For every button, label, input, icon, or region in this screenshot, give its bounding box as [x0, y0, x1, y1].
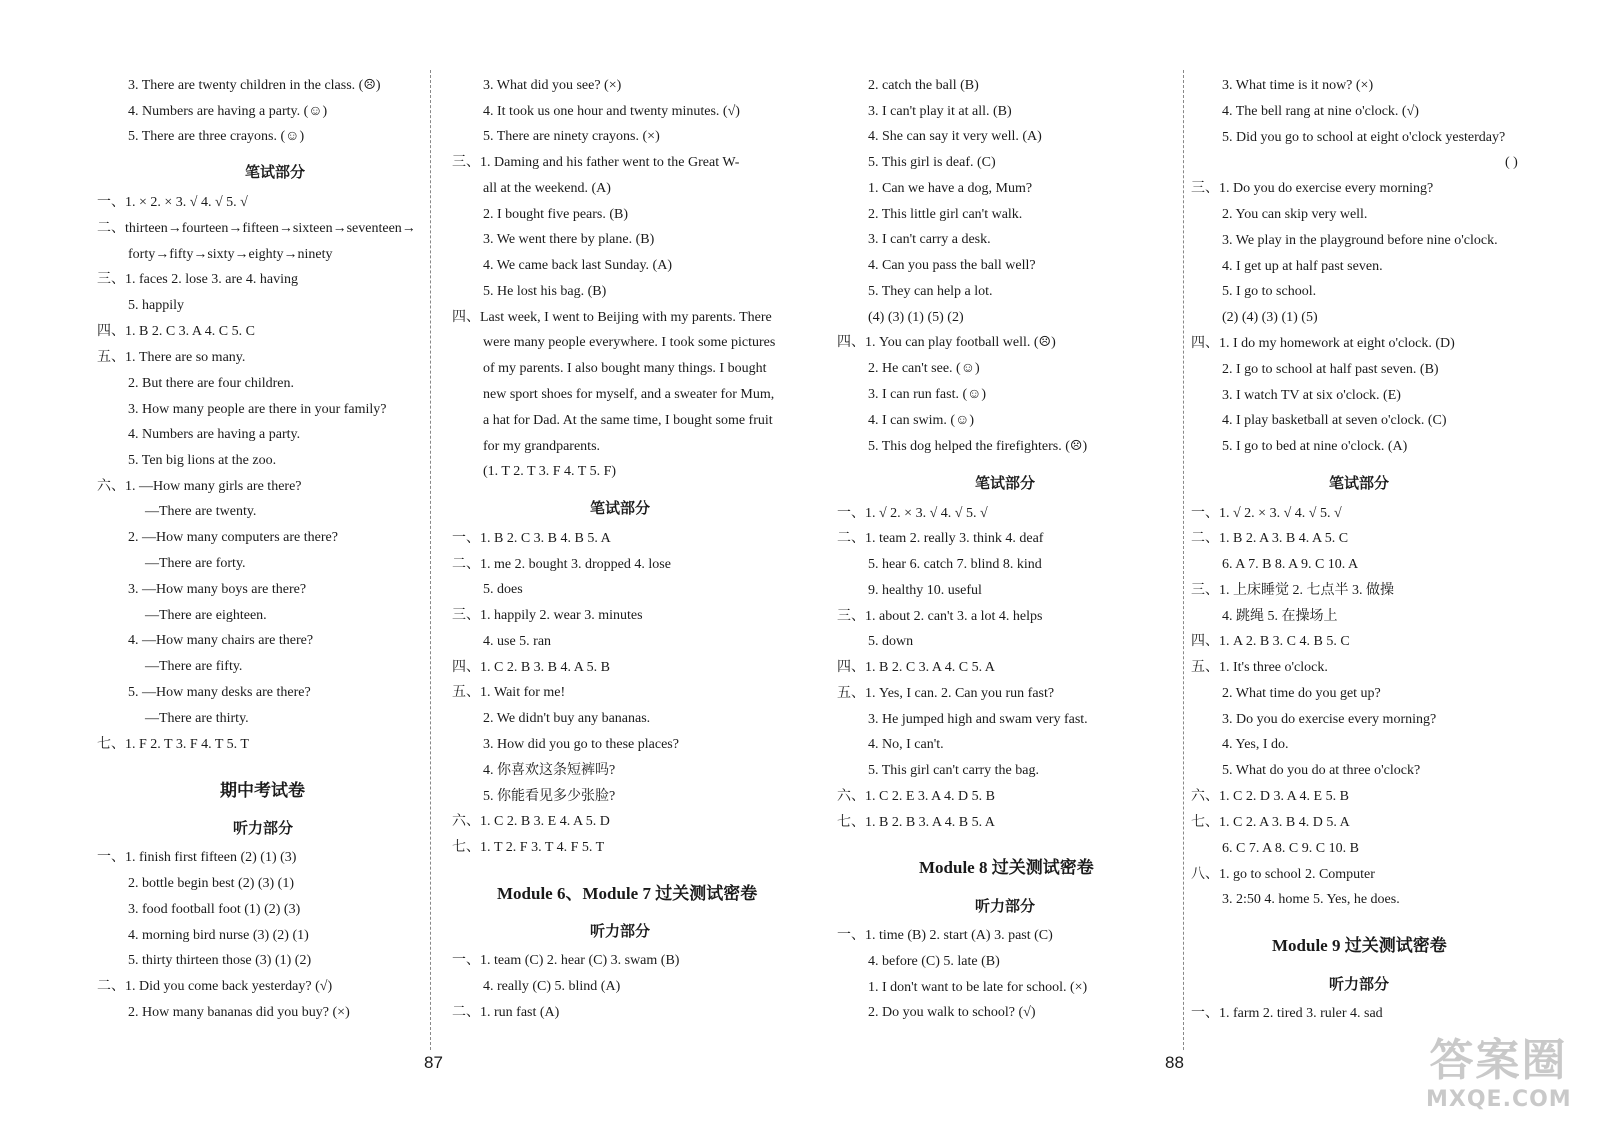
answer-line: 2. This little girl can't walk. [868, 207, 1023, 222]
answer-line: 3. What did you see? (×) [483, 78, 622, 93]
answer-line: 2. catch the ball (B) [868, 78, 979, 93]
answer-line: 2. We didn't buy any bananas. [483, 711, 651, 726]
section-heading: 听力部分 [590, 924, 651, 940]
answer-line: new sport shoes for myself, and a sweater for Mum, [483, 387, 775, 402]
answer-line: 5. Did you go to school at eight o'clock yesterday? [1222, 130, 1506, 145]
section-heading: 笔试部分 [590, 501, 651, 517]
answer-line: 四、1. A 2. B 3. C 4. B 5. C [1191, 634, 1350, 649]
answer-line: 三、1. Do you do exercise every morning? [1191, 181, 1434, 196]
answer-line: 4. I play basketball at seven o'clock. (C) [1222, 413, 1447, 428]
answer-line: 4. really (C) 5. blind (A) [483, 979, 621, 994]
answer-line: a hat for Dad. At the same time, I bought some fruit [483, 413, 773, 428]
answer-line: 五、1. It's three o'clock. [1191, 660, 1328, 675]
section-heading: 笔试部分 [1329, 476, 1390, 492]
answer-line: 二、thirteen→fourteen→fifteen→sixteen→seventeen→ [97, 221, 416, 236]
answer-line: (4) (3) (1) (5) (2) [868, 310, 964, 325]
answer-line: 4. before (C) 5. late (B) [868, 954, 1000, 969]
answer-line: 3. We play in the playground before nine o'clock. [1222, 233, 1498, 248]
answer-line: 一、1. time (B) 2. start (A) 3. past (C) [837, 928, 1053, 943]
answer-line: 二、1. team 2. really 3. think 4. deaf [837, 531, 1044, 546]
section-heading: Module 8 过关测试密卷 [919, 858, 1094, 877]
answer-line: 三、1. faces 2. lose 3. are 4. having [97, 272, 298, 287]
answer-line: (1. T 2. T 3. F 4. T 5. F) [483, 464, 617, 479]
answer-line: 4. Yes, I do. [1222, 737, 1289, 752]
answer-line: 3. 2:50 4. home 5. Yes, he does. [1222, 892, 1400, 907]
answer-line: 三、1. Daming and his father went to the Great W- [452, 155, 740, 170]
section-heading: 听力部分 [233, 821, 294, 837]
answer-line: 六、1. —How many girls are there? [97, 479, 302, 494]
answer-line: 三、1. about 2. can't 3. a lot 4. helps [837, 609, 1043, 624]
answer-line: 八、1. go to school 2. Computer [1191, 867, 1375, 882]
answer-line: 三、1. 上床睡觉 2. 七点半 3. 做操 [1191, 583, 1394, 598]
answer-line: 4. 你喜欢这条短裤吗? [483, 763, 616, 778]
page-number-right: 88 [1165, 1053, 1184, 1072]
answer-line: were many people everywhere. I took some pictures [483, 335, 776, 350]
section-heading: 听力部分 [1329, 977, 1390, 993]
answer-line: 一、1. B 2. C 3. B 4. B 5. A [452, 531, 611, 546]
watermark [1426, 1035, 1571, 1125]
answer-line: 4. 跳绳 5. 在操场上 [1222, 609, 1338, 624]
answer-line: —There are eighteen. [145, 608, 267, 623]
answer-line: 二、1. B 2. A 3. B 4. A 5. C [1191, 531, 1349, 546]
section-heading: 期中考试卷 [220, 781, 305, 800]
answer-line: 七、1. B 2. B 3. A 4. B 5. A [837, 815, 995, 830]
answer-line: 3. I can run fast. (☺) [868, 387, 987, 402]
section-heading: 笔试部分 [245, 165, 306, 181]
answer-line: 3. food football foot (1) (2) (3) [128, 902, 301, 917]
section-heading: 听力部分 [975, 899, 1036, 915]
answer-line: 一、1. √ 2. × 3. √ 4. √ 5. √ [837, 506, 988, 521]
page-number-left: 87 [424, 1053, 443, 1072]
answer-line: all at the weekend. (A) [483, 181, 611, 196]
answer-line: 四、1. I do my homework at eight o'clock. (D) [1191, 336, 1455, 351]
answer-line: 4. Can you pass the ball well? [868, 258, 1036, 273]
answer-line: 6. A 7. B 8. A 9. C 10. A [1222, 557, 1359, 572]
answer-line: 一、1. team (C) 2. hear (C) 3. swam (B) [452, 953, 680, 968]
answer-line: 2. How many bananas did you buy? (×) [128, 1005, 350, 1020]
answer-line: 一、1. finish first fifteen (2) (1) (3) [97, 850, 297, 865]
answer-line: —There are fifty. [145, 659, 243, 674]
answer-line: (2) (4) (3) (1) (5) [1222, 310, 1318, 325]
answer-line: 2. He can't see. (☺) [868, 361, 980, 376]
answer-line: 四、1. B 2. C 3. A 4. C 5. C [97, 324, 255, 339]
answer-line: 1. I don't want to be late for school. (×) [868, 980, 1088, 995]
answer-line: 9. healthy 10. useful [868, 583, 982, 598]
answer-line: 5. 你能看见多少张脸? [483, 789, 616, 804]
answer-line: 5. This girl is deaf. (C) [868, 155, 996, 170]
answer-line: 3. He jumped high and swam very fast. [868, 712, 1088, 727]
answer-line: 4. use 5. ran [483, 634, 552, 649]
section-heading: Module 9 过关测试密卷 [1272, 936, 1447, 955]
answer-line: 6. C 7. A 8. C 9. C 10. B [1222, 841, 1359, 856]
answer-line: 2. I bought five pears. (B) [483, 207, 629, 222]
answer-line: 5. I go to school. [1222, 284, 1317, 299]
answer-line: 六、1. C 2. E 3. A 4. D 5. B [837, 789, 995, 804]
answer-line: of my parents. I also bought many things. I bought [483, 361, 767, 376]
answer-line: 4. The bell rang at nine o'clock. (√) [1222, 104, 1419, 119]
watermark-url: MXQE.COM [1426, 1087, 1572, 1112]
answer-line: 3. I can't carry a desk. [868, 232, 991, 247]
answer-line: 七、1. F 2. T 3. F 4. T 5. T [97, 737, 249, 752]
answer-line: 2. But there are four children. [128, 376, 294, 391]
answer-line: 二、1. run fast (A) [452, 1005, 560, 1020]
answer-line: 3. How did you go to these places? [483, 737, 679, 752]
answer-line: 4. I get up at half past seven. [1222, 259, 1383, 274]
answer-line: 5. happily [128, 298, 184, 313]
answer-line: 5. hear 6. catch 7. blind 8. kind [868, 557, 1042, 572]
answer-line: 5. This dog helped the firefighters. (☹) [868, 439, 1088, 454]
answer-line: 六、1. C 2. B 3. E 4. A 5. D [452, 814, 610, 829]
section-heading: Module 6、Module 7 过关测试密卷 [497, 884, 758, 903]
answer-line: for my grandparents. [483, 439, 601, 454]
section-heading: 笔试部分 [975, 476, 1036, 492]
answer-line: 2. Do you walk to school? (√) [868, 1005, 1036, 1020]
answer-line: 四、1. C 2. B 3. B 4. A 5. B [452, 660, 610, 675]
answer-line: 4. No, I can't. [868, 737, 944, 752]
answer-line: forty→fifty→sixty→eighty→ninety [128, 247, 333, 262]
answer-line: —There are forty. [145, 556, 246, 571]
answer-line: 3. Do you do exercise every morning? [1222, 712, 1437, 727]
answer-line: 三、1. happily 2. wear 3. minutes [452, 608, 643, 623]
answer-line: 四、1. B 2. C 3. A 4. C 5. A [837, 660, 995, 675]
answer-line: 四、Last week, I went to Beijing with my parents. There [452, 310, 772, 325]
answer-line: 2. bottle begin best (2) (3) (1) [128, 876, 295, 891]
answer-line: 4. Numbers are having a party. (☺) [128, 104, 328, 119]
answer-line: 二、1. Did you come back yesterday? (√) [97, 979, 333, 994]
answer-line: 5. Ten big lions at the zoo. [128, 453, 277, 468]
answer-line: 5. This girl can't carry the bag. [868, 763, 1039, 778]
answer-line: 5. What do you do at three o'clock? [1222, 763, 1421, 778]
answer-line: 六、1. C 2. D 3. A 4. E 5. B [1191, 789, 1349, 804]
answer-line: 2. I go to school at half past seven. (B) [1222, 362, 1439, 377]
answer-line: 3. I watch TV at six o'clock. (E) [1222, 388, 1401, 403]
answer-line: 3. We went there by plane. (B) [483, 232, 655, 247]
answer-line: 五、1. Yes, I can. 2. Can you run fast? [837, 686, 1055, 701]
answer-line: 5. He lost his bag. (B) [483, 284, 607, 299]
answer-line: —There are thirty. [145, 711, 249, 726]
answer-line: 一、1. farm 2. tired 3. ruler 4. sad [1191, 1006, 1383, 1021]
answer-line: 5. does [483, 582, 523, 597]
answer-line: 五、1. There are so many. [97, 350, 246, 365]
answer-line: 五、1. Wait for me! [452, 685, 566, 700]
answer-line: 4. It took us one hour and twenty minutes. (√) [483, 104, 740, 119]
column-divider [1183, 70, 1184, 1050]
column-divider [430, 70, 431, 1050]
answer-line: 4. We came back last Sunday. (A) [483, 258, 672, 273]
answer-line: 一、1. √ 2. × 3. √ 4. √ 5. √ [1191, 506, 1342, 521]
answer-line: 2. What time do you get up? [1222, 686, 1381, 701]
answer-line: 七、1. C 2. A 3. B 4. D 5. A [1191, 815, 1350, 830]
answer-line: 2. —How many computers are there? [128, 530, 338, 545]
watermark-logo: 答案圈 [1429, 1035, 1568, 1086]
answer-line: 5. There are ninety crayons. (×) [483, 129, 660, 144]
answer-line: 4. —How many chairs are there? [128, 633, 314, 648]
answer-line: 5. —How many desks are there? [128, 685, 311, 700]
answer-line: 四、1. You can play football well. (☹) [837, 335, 1056, 350]
answer-line: 4. I can swim. (☺) [868, 413, 975, 428]
answer-line: 3. —How many boys are there? [128, 582, 307, 597]
answer-line: 5. There are three crayons. (☺) [128, 129, 305, 144]
answer-line: 5. down [868, 634, 914, 649]
answer-line: 4. She can say it very well. (A) [868, 129, 1042, 144]
answer-line: 4. Numbers are having a party. [128, 427, 301, 442]
answer-line: 七、1. T 2. F 3. T 4. F 5. T [452, 840, 605, 855]
answer-line: 2. You can skip very well. [1222, 207, 1368, 222]
answer-line: —There are twenty. [145, 504, 257, 519]
answer-line: 3. There are twenty children in the class. (☹) [128, 78, 381, 93]
answer-line: 二、1. me 2. bought 3. dropped 4. lose [452, 557, 671, 572]
answer-line: 3. I can't play it at all. (B) [868, 104, 1012, 119]
answer-line: ( ) [1505, 155, 1518, 170]
answer-line: 1. Can we have a dog, Mum? [868, 181, 1033, 196]
answer-line: 一、1. × 2. × 3. √ 4. √ 5. √ [97, 195, 248, 210]
answer-line: 4. morning bird nurse (3) (2) (1) [128, 928, 309, 943]
answer-line: 5. I go to bed at nine o'clock. (A) [1222, 439, 1408, 454]
answer-line: 5. They can help a lot. [868, 284, 993, 299]
answer-line: 3. What time is it now? (×) [1222, 78, 1374, 93]
answer-line: 5. thirty thirteen those (3) (1) (2) [128, 953, 312, 968]
answer-line: 3. How many people are there in your family? [128, 402, 387, 417]
